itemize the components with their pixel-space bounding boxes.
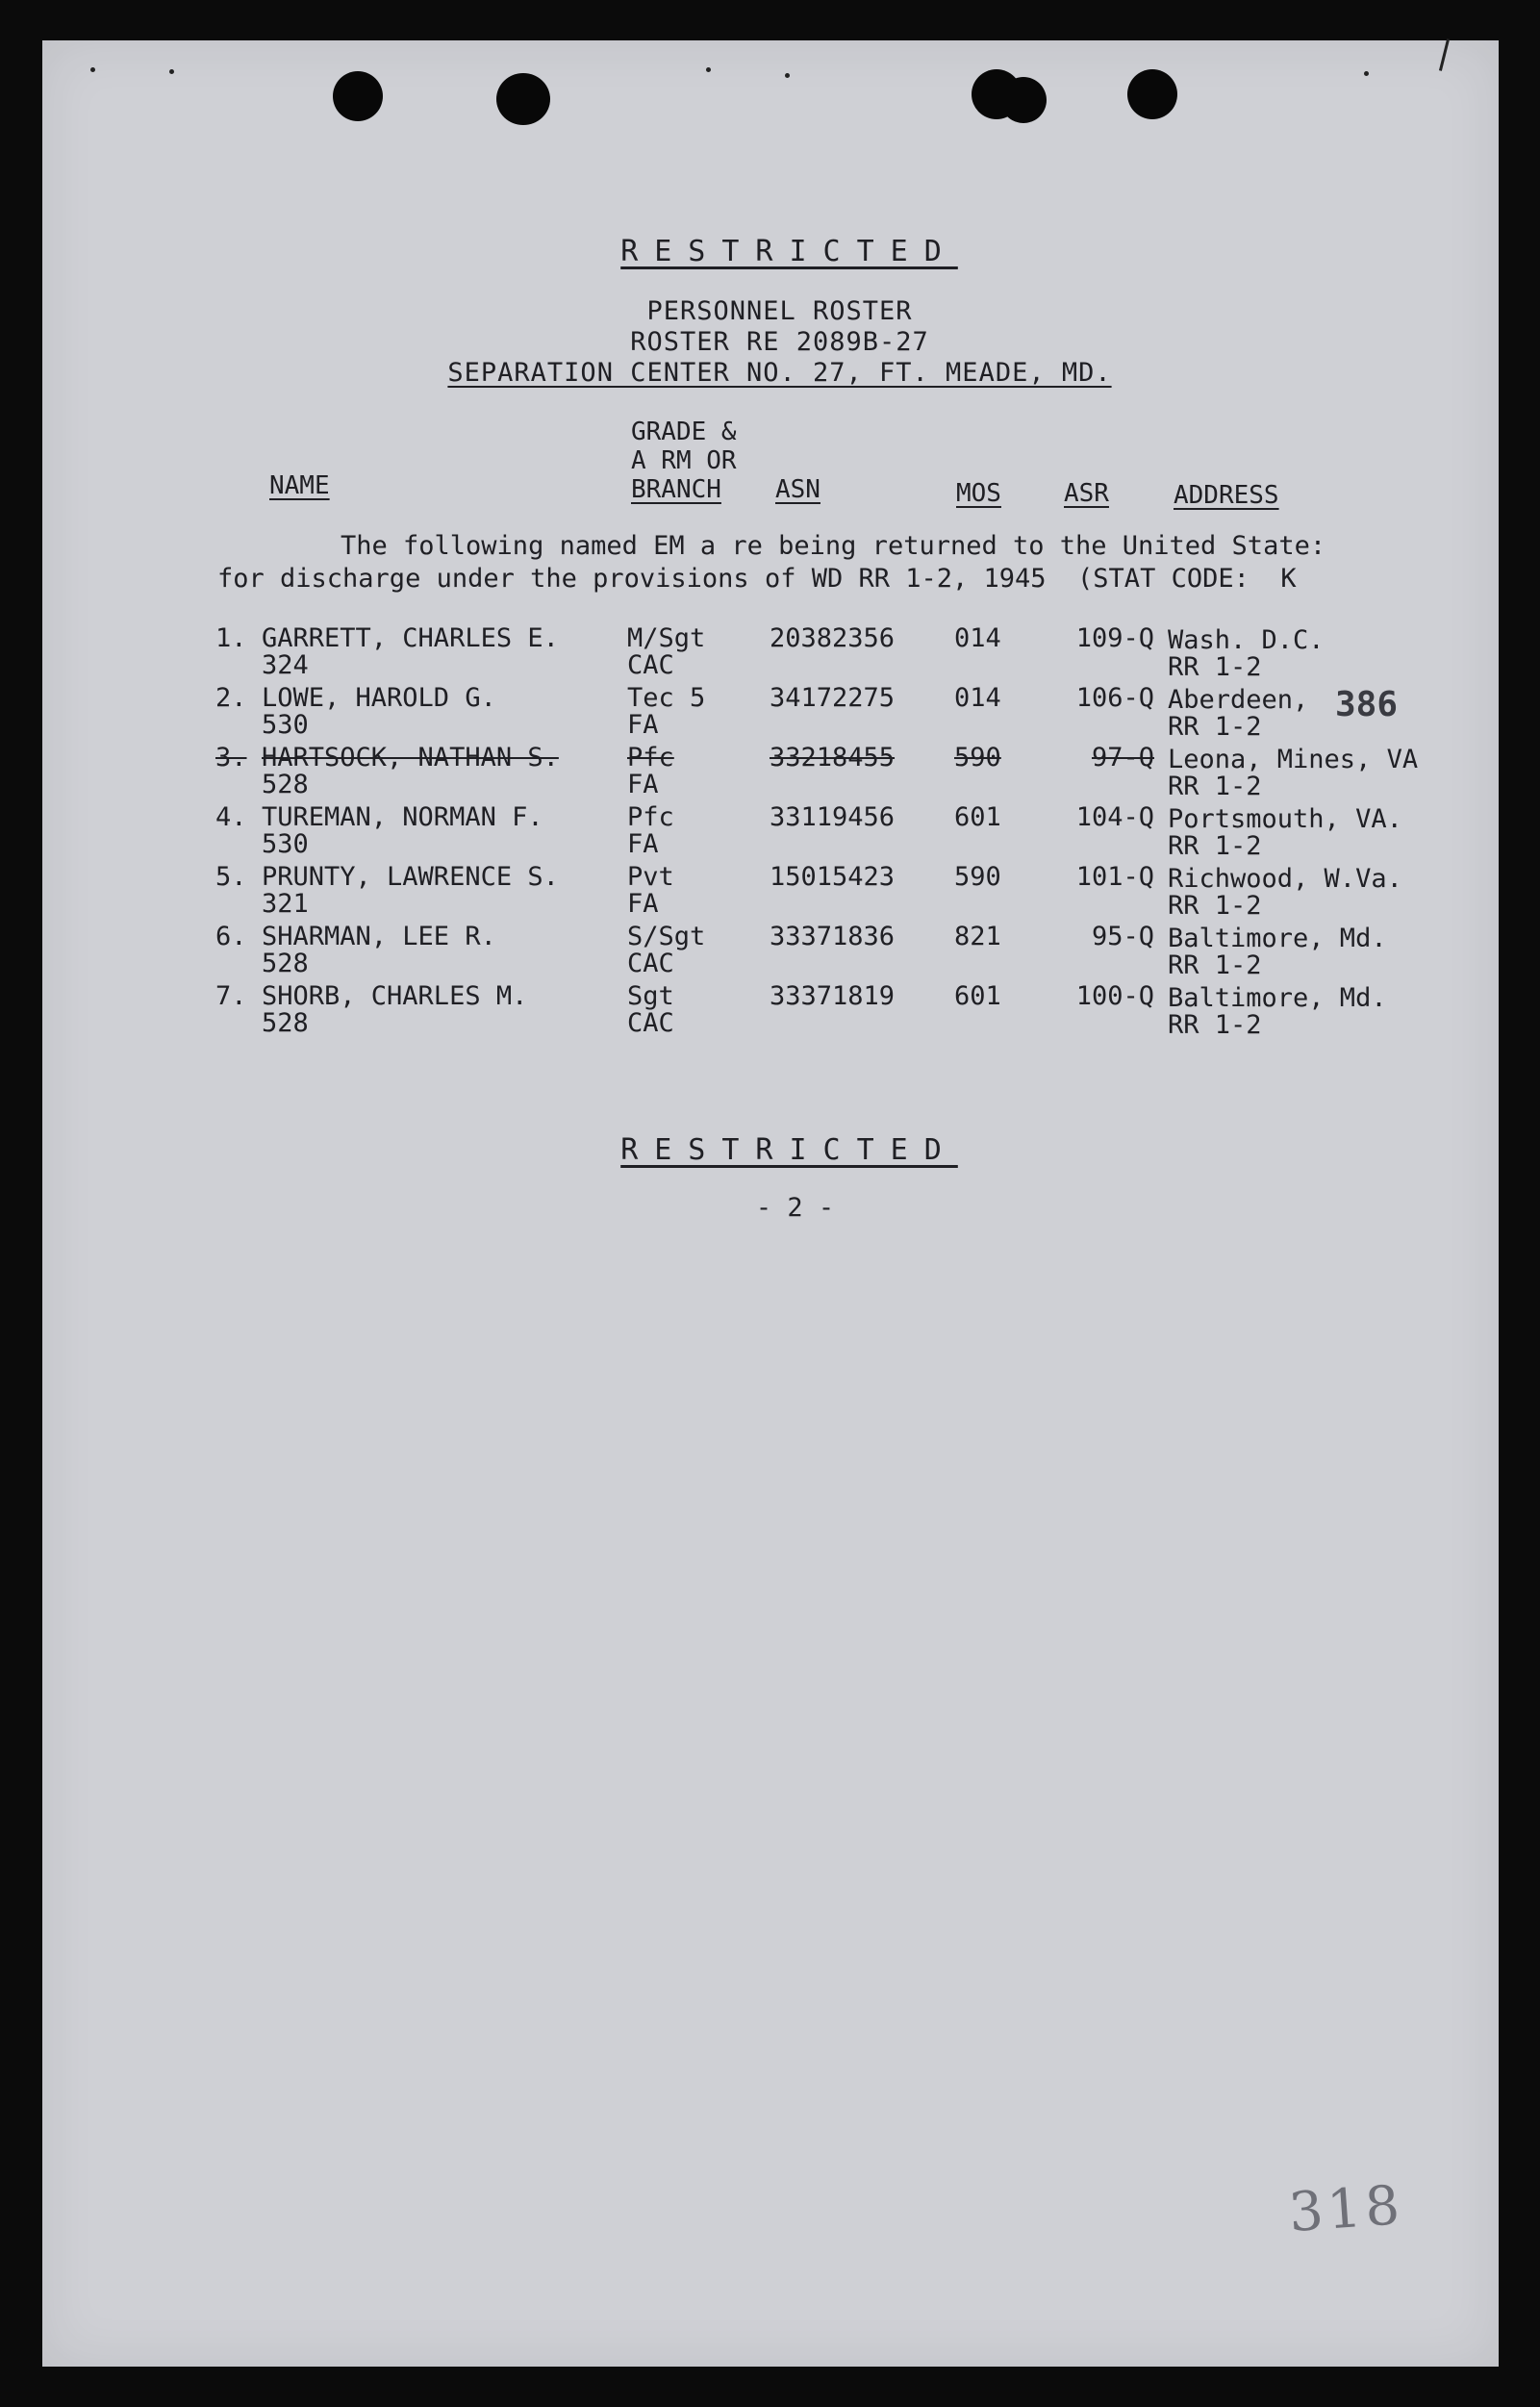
row-4-mos: 601 [954, 802, 1001, 832]
row-2-grade: Tec 5 [627, 683, 706, 713]
row-6-sub: 528 [262, 949, 309, 978]
punch-hole-5 [1127, 69, 1177, 119]
row-6-branch: CAC [627, 949, 674, 978]
row-2-addr2: RR 1-2 [1168, 712, 1262, 742]
row-4-sub: 530 [262, 829, 309, 859]
punch-hole-2 [496, 73, 550, 125]
row-1-mos: 014 [954, 623, 1001, 653]
row-5-name: PRUNTY, LAWRENCE S. [262, 862, 559, 892]
row-4-name: TUREMAN, NORMAN F. [262, 802, 543, 832]
separation-center: SEPARATION CENTER NO. 27, FT. MEADE, MD. [447, 358, 1112, 388]
roster-number: ROSTER RE 2089B-27 [630, 327, 929, 357]
row-7-mos: 601 [954, 981, 1001, 1011]
row-2-branch: FA [627, 710, 659, 740]
roster-title: PERSONNEL ROSTER [646, 296, 913, 326]
restricted-footer: RESTRICTED [620, 1133, 958, 1167]
row-2-asn: 34172275 [770, 683, 896, 713]
row-7-asn: 33371819 [770, 981, 896, 1011]
row-6-addr2: RR 1-2 [1168, 950, 1262, 980]
row-1-addr2: RR 1-2 [1168, 652, 1262, 682]
row-3-mos: 590 [954, 743, 1001, 773]
row-6-num: 6. [215, 922, 247, 951]
row-2-asr: 106-Q [1075, 683, 1154, 713]
row-4-asn: 33119456 [770, 802, 896, 832]
row-3-asr: 97-Q [1091, 743, 1154, 773]
row-3-asn: 33218455 [770, 743, 896, 773]
col-grade-line2: A RM OR [631, 446, 737, 475]
speck [706, 67, 711, 72]
col-address: ADDRESS [1174, 481, 1279, 510]
row-6-grade: S/Sgt [627, 922, 706, 951]
row-5-sub: 321 [262, 889, 309, 919]
row-7-grade: Sgt [627, 981, 674, 1011]
row-7-num: 7. [215, 981, 247, 1011]
punch-hole-1 [333, 71, 383, 121]
col-mos: MOS [956, 479, 1001, 508]
row-4-addr2: RR 1-2 [1168, 831, 1262, 861]
row-6-addr1: Baltimore, Md. [1168, 924, 1387, 953]
row-3-addr1: Leona, Mines, VA [1168, 745, 1419, 774]
col-branch: BRANCH [631, 475, 721, 504]
row-1-addr1: Wash. D.C. [1168, 625, 1325, 655]
speck [169, 69, 174, 74]
row-2-num: 2. [215, 683, 247, 713]
col-asr: ASR [1064, 479, 1109, 508]
row-7-name: SHORB, CHARLES M. [262, 981, 528, 1011]
row-7-branch: CAC [627, 1008, 674, 1038]
col-name: NAME [269, 471, 330, 500]
row-4-num: 4. [215, 802, 247, 832]
row-2-sub: 530 [262, 710, 309, 740]
speck [1364, 71, 1369, 76]
intro-line-2: for discharge under the provisions of WD RR 1-2, 1945 (STAT CODE: K [217, 564, 1297, 594]
row-1-asr: 109-Q [1075, 623, 1154, 653]
handwritten-number: 318 [1286, 2173, 1406, 2245]
row-1-branch: CAC [627, 650, 674, 680]
row-7-addr2: RR 1-2 [1168, 1010, 1262, 1040]
row-5-asr: 101-Q [1075, 862, 1154, 892]
speck [90, 67, 95, 72]
row-7-addr1: Baltimore, Md. [1168, 983, 1387, 1013]
row-5-addr1: Richwood, W.Va. [1168, 864, 1402, 894]
row-4-grade: Pfc [627, 802, 674, 832]
intro-line-1: The following named EM a re being returned to the United State: [341, 531, 1326, 561]
speck [785, 73, 790, 78]
row-1-num: 1. [215, 623, 247, 653]
row-5-grade: Pvt [627, 862, 674, 892]
row-2-mos: 014 [954, 683, 1001, 713]
row-5-mos: 590 [954, 862, 1001, 892]
col-asn: ASN [775, 475, 820, 504]
row-7-sub: 528 [262, 1008, 309, 1038]
row-1-grade: M/Sgt [627, 623, 706, 653]
row-3-name: HARTSOCK, NATHAN S. [262, 743, 559, 773]
row-7-asr: 100-Q [1075, 981, 1154, 1011]
row-3-branch: FA [627, 770, 659, 799]
row-4-addr1: Portsmouth, VA. [1168, 804, 1402, 834]
col-grade-line1: GRADE & [631, 418, 737, 446]
punch-hole-4 [1000, 77, 1047, 123]
row-6-asr: 95-Q [1091, 922, 1154, 951]
row-1-asn: 20382356 [770, 623, 896, 653]
row-6-mos: 821 [954, 922, 1001, 951]
row-4-branch: FA [627, 829, 659, 859]
row-4-asr: 104-Q [1075, 802, 1154, 832]
row-3-num: 3. [215, 743, 247, 773]
row-1-name: GARRETT, CHARLES E. [262, 623, 559, 653]
row-5-num: 5. [215, 862, 247, 892]
restricted-header: RESTRICTED [620, 235, 958, 268]
row-3-grade: Pfc [627, 743, 674, 773]
row-6-name: SHARMAN, LEE R. [262, 922, 496, 951]
row-5-addr2: RR 1-2 [1168, 891, 1262, 921]
row-2-name: LOWE, HAROLD G. [262, 683, 496, 713]
row-3-sub: 528 [262, 770, 309, 799]
row-1-sub: 324 [262, 650, 309, 680]
row-5-branch: FA [627, 889, 659, 919]
row-3-addr2: RR 1-2 [1168, 772, 1262, 801]
page-number: - 2 - [755, 1193, 835, 1223]
stamp-number: 386 [1335, 685, 1399, 724]
row-2-addr1: Aberdeen, [1168, 685, 1309, 715]
row-6-asn: 33371836 [770, 922, 896, 951]
row-5-asn: 15015423 [770, 862, 896, 892]
